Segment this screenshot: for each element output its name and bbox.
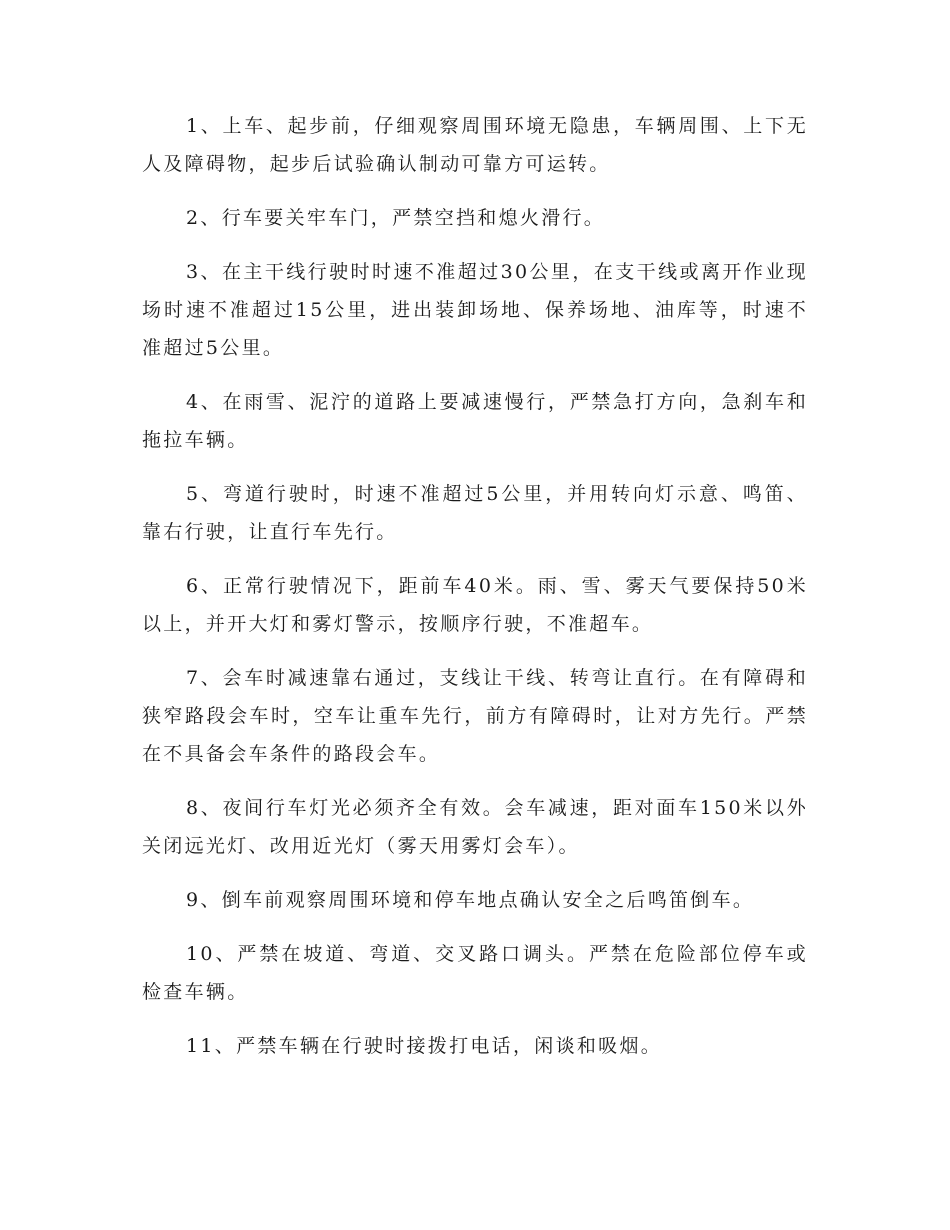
rule-paragraph-7: 7、会车时减速靠右通过，支线让干线、转弯让直行。在有障碍和狭窄路段会车时，空车让重车先行，前方有障碍时，让对方先行。严禁在不具备会车条件的路段会车。 bbox=[142, 667, 808, 765]
rule-paragraph-4: 4、在雨雪、泥泞的道路上要减速慢行，严禁急打方向，急刹车和拖拉车辆。 bbox=[142, 391, 808, 451]
rule-paragraph-9: 9、倒车前观察周围环境和停车地点确认安全之后鸣笛倒车。 bbox=[186, 889, 755, 911]
rule-paragraph-10: 10、严禁在坡道、弯道、交叉路口调头。严禁在危险部位停车或检查车辆。 bbox=[142, 943, 808, 1003]
rule-paragraph-8: 8、夜间行车灯光必须齐全有效。会车减速，距对面车150米以外关闭远光灯、改用近光灯（雾天用雾灯会车）。 bbox=[142, 797, 808, 857]
rule-paragraph-1: 1、上车、起步前，仔细观察周围环境无隐患，车辆周围、上下无人及障碍物，起步后试验确认制动可靠方可运转。 bbox=[142, 115, 808, 175]
rule-paragraph-11: 11、严禁车辆在行驶时接拨打电话，闲谈和吸烟。 bbox=[186, 1035, 663, 1057]
rule-paragraph-2: 2、行车要关牢车门，严禁空挡和熄火滑行。 bbox=[186, 207, 606, 229]
rule-paragraph-3: 3、在主干线行驶时时速不准超过30公里，在支干线或离开作业现场时速不准超过15公里，进出装卸场地、保养场地、油库等，时速不准超过5公里。 bbox=[142, 261, 808, 359]
document-body bbox=[142, 107, 808, 1081]
rule-paragraph-6: 6、正常行驶情况下，距前车40米。雨、雪、雾天气要保持50米以上，并开大灯和雾灯警示，按顺序行驶，不准超车。 bbox=[142, 575, 808, 635]
rule-paragraph-5: 5、弯道行驶时，时速不准超过5公里，并用转向灯示意、鸣笛、靠右行驶，让直行车先行。 bbox=[142, 483, 808, 543]
